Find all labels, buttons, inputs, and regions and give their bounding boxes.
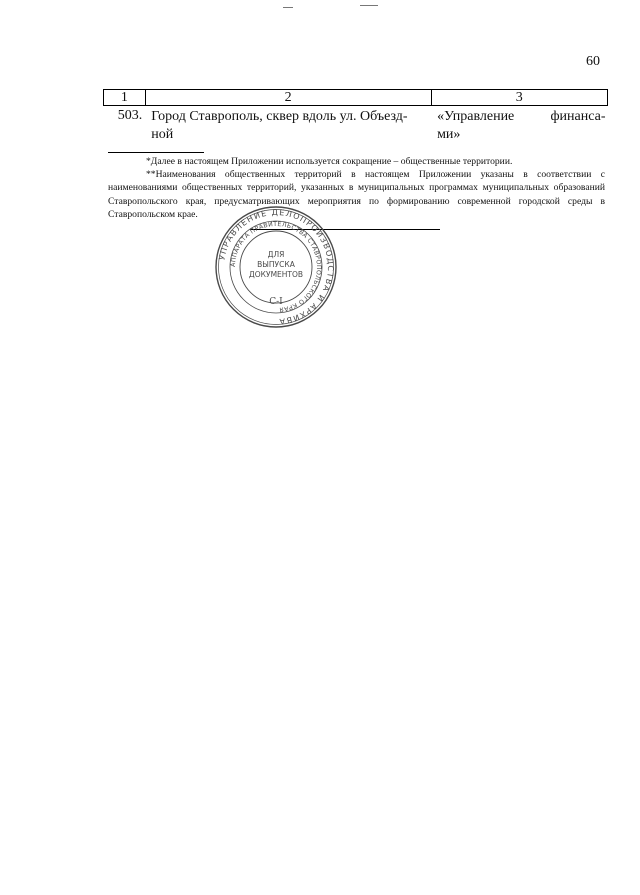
stamp-seal (214, 205, 338, 329)
responsible-org-word1: «Управление (437, 109, 515, 124)
territory-name-line1: Город Ставрополь, сквер вдоль ул. Объезд- (151, 109, 408, 124)
footnote-2: **Наименования общественных территорий в настоящем Приложении указаны в соответствии с наименованиями общественных территорий, указанных в муниципальных программах муниципальных образований Ставропольского края, предусматривающих мероприятия по формированию современной городской среды в Ставропольском крае. (108, 169, 605, 220)
stamp-center-line-3: ДОКУМЕНТОВ (248, 270, 304, 279)
territory-name-line2: ной (151, 127, 174, 142)
column-header-2: 2 (145, 90, 431, 106)
scan-artifact (283, 7, 293, 8)
row-number: 503. (117, 108, 143, 123)
stamp-center-line-2: ВЫПУСКА (257, 260, 295, 269)
data-table (103, 89, 608, 144)
responsible-org-word2: финанса- (550, 109, 606, 124)
page-number: 60 (586, 54, 600, 69)
scan-artifact (360, 5, 378, 6)
table-header-row (104, 90, 608, 106)
footnotes (108, 155, 605, 221)
footnote-1: *Далее в настоящем Приложении используется сокращение – общественные территории. (146, 156, 513, 167)
column-header-3: 3 (431, 90, 607, 106)
stamp-inner-text: АППАРАТА ПРАВИТЕЛЬСТВА СТАВРОПОЛЬСКОГО КРАЯ (229, 220, 323, 313)
responsible-org (431, 106, 607, 145)
table-row (104, 106, 608, 145)
territory-name (145, 106, 431, 145)
footnote-separator (108, 152, 204, 153)
stamp-code: С-I (269, 297, 283, 307)
responsible-org-line2: ми» (437, 127, 461, 142)
official-stamp (214, 205, 338, 329)
column-header-1: 1 (104, 90, 146, 106)
stamp-outer-text: УПРАВЛЕНИЕ ДЕЛОПРОИЗВОДСТВА И АРХИВА (217, 207, 336, 327)
stamp-center-line-1: ДЛЯ (267, 250, 285, 259)
